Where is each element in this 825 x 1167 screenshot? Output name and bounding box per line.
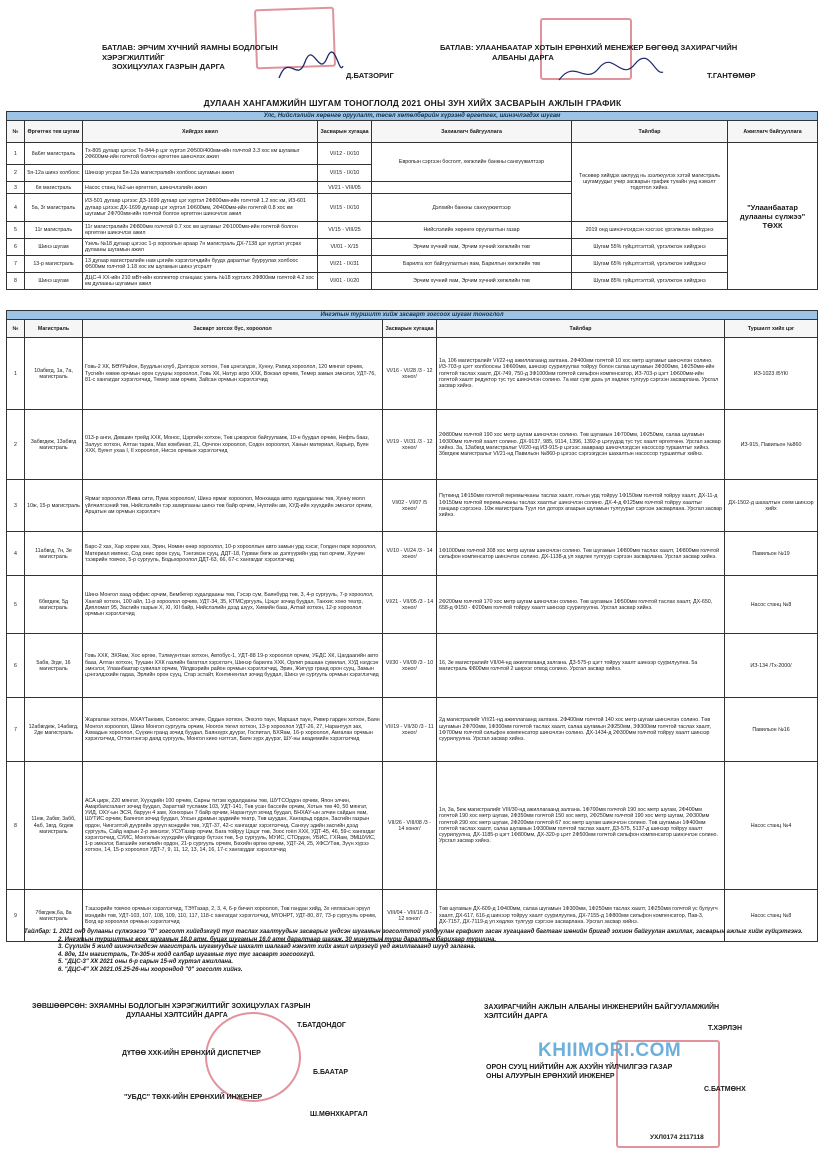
footer-name-3: Ш.МӨНХКАРГАЛ bbox=[310, 1111, 368, 1118]
row-period: VII/26 - VIII/08 /3 - 14 хоног/ bbox=[383, 762, 437, 890]
row-line: 11г магистраль bbox=[25, 222, 83, 239]
row-period: VI/10 - VI/24 /3 - 14 хоног/ bbox=[383, 532, 437, 576]
footer-agree-left-1: ЗӨВШӨӨРСӨН: ЭХЯАМНЫ БОДЛОГЫН ХЭРЭГЖИЛТИЙГ ЗОХИЦУУЛАХ ГАЗРЫН bbox=[32, 1003, 311, 1010]
table-row bbox=[7, 762, 818, 890]
approval-left bbox=[102, 43, 332, 72]
table-row bbox=[7, 273, 818, 290]
approval-right-name: Т.ГАНТӨМӨР bbox=[707, 71, 756, 80]
footer-right-1: ЗАХИРАГЧИЙН АЖЛЫН АЛБАНЫ ИНЖЕНЕРИЙН БАЙГУУЛАМЖИЙН bbox=[484, 1004, 720, 1011]
stamp-number: УХЛ0174 2117118 bbox=[650, 1134, 704, 1141]
row-no: 5 bbox=[7, 222, 25, 239]
section2-header: Засварын хугацаа bbox=[383, 320, 437, 338]
row-no: 1 bbox=[7, 143, 25, 165]
row-point: Насос станц №8 bbox=[725, 576, 818, 634]
row-work: ДЦС-4 ХХ-ийн 210 мВт-ийн коллектор станцаас узель №18 хүртэлх 2Ф800мм голчтой 4.2 хос км дулааны шугамын ажил bbox=[83, 273, 318, 290]
row-note: Төсөвөр хийгдэх ажлууд нь зээлжүүлэх хэтэй магистраль шугамуудыг учир засварын график тухайн үед нэмэлт тодотгол хийнэ. bbox=[572, 143, 728, 222]
section2-title-row bbox=[7, 311, 818, 320]
row-line: 7бвгдеж,6а, 8а магистраль bbox=[25, 890, 83, 942]
notes-label: Тайлбар: bbox=[24, 929, 52, 935]
note-item: 5. "ДЦС-3" ХК 2021 оны 6-р сарын 15-нд хүртэл ажиллана. bbox=[58, 959, 234, 965]
row-work: ИЗ-501 дугаар цэгээс ДЗ-1699 дугаар цэг хүртэл 2Ф800мм-ийн голчтой 1.2 хос км, ИЗ-601 дугаар цэгээс ДХ-1699 дугаар цэг хүртэл 1Ф600мм, 2Ф400мм-ийн голчтой 0.8 хос км шугамыг 2Ф700мм-ийн голчтой болгон өргөтгөн шинэчлэх ажил bbox=[83, 194, 318, 222]
row-line: 6бвгдеж, 5д магистраль bbox=[25, 576, 83, 634]
row-no: 2 bbox=[7, 410, 25, 480]
row-no: 4 bbox=[7, 194, 25, 222]
page-title: ДУЛААН ХАНГАМЖИЙН ШУГАМ ТОНОГЛОЛД 2021 ОНЫ ЗУН ХИЙХ ЗАСВАРЫН АЖЛЫН ГРАФИК bbox=[203, 98, 622, 108]
table-row bbox=[7, 143, 818, 165]
row-line: 5а, 3г магистраль bbox=[25, 194, 83, 222]
footer-name-1: Т.БАТДОНДОГ bbox=[297, 1022, 346, 1029]
row-no: 3 bbox=[7, 480, 25, 532]
row-point: Насос станц №8 bbox=[725, 890, 818, 942]
row-line: Шинэ шугам bbox=[25, 239, 83, 256]
row-area: Тэшээрийн товчоо орчмын хэрэглэгчид, ТЭҮГазар, 2, 3, 4, 6-р бичил хороолол, Төв гандан хийд, 3х нялхасын эрүүл мэндийн төв, УДТ-103, 107, 108, 109, 110, 117, 118-с хангагдаг хэрэглэгчид, МҮОНРТ, УДТ-80, 87, 73-р сургууль орчим, Богд ар хороолол орчмын хэрэглэгчид bbox=[83, 890, 383, 942]
note-item: 2. Ингэтын туршилтыг всех шугамын 18.0 атм, буцах шугамын 16.0 атм даралтаар шахаж, 30 минутын турш даралтыг барихаар туршина. bbox=[58, 936, 497, 943]
row-point: ИЗ-134 /Тх-2000/ bbox=[725, 634, 818, 698]
approval-right-line2: АЛБАНЫ ДАРГА bbox=[492, 52, 554, 62]
section2-header: Тайлбар bbox=[437, 320, 725, 338]
section1-header: Захиалагч байгууллага bbox=[372, 121, 572, 143]
note-item: 3. Сүүлийн 5 жилд шинэчлэгдсэн магистраль шугамуудыг шахалт шалгаад нэмэлт хийх ажил илрээгүй үед ажиллагаанд шууд залгана. bbox=[58, 944, 476, 950]
row-point: Павильон №16 bbox=[725, 698, 818, 762]
section2-header-row bbox=[7, 320, 818, 338]
row-period: VI/15 - VIII/25 bbox=[318, 222, 372, 239]
approval-right-line1: БАТЛАВ: УЛААНБААТАР ХОТЫН ЕРӨНХИЙ МЕНЕЖЕР БӨГӨӨД ЗАХИРАГЧИЙН bbox=[440, 43, 738, 52]
row-line: 8а6яг магистраль bbox=[25, 143, 83, 165]
note-line bbox=[24, 929, 804, 937]
row-orderer: Дэлхийн банкны санхүүжилтээр bbox=[372, 194, 572, 222]
row-period: VI/30 - VII/09 /3 - 10 хоног/ bbox=[383, 634, 437, 698]
row-period: VIII/04 - VIII/16 /3 - 12 хоног/ bbox=[383, 890, 437, 942]
row-point: Насос станц №4 bbox=[725, 762, 818, 890]
section2-header: Магистраль bbox=[25, 320, 83, 338]
section1-header-row bbox=[7, 121, 818, 143]
section2-header: № bbox=[7, 320, 25, 338]
row-area: Жаргалан хотхон, МХАҮТанхим, Солонгос элчин, Оддын хотхон, Энхэто таун, Маршал таун, Ривер гарден хотхон, Баян Монгол хороолол, Шинэ Монгол сургууль орчим, Ноогон төгөл хотхон, 13-р хороолол УДТ-26, 27, Нарантуул зах, Ахмадын хороолол, Сүүкин гранд зочид буудал, Баянзүрх дүүрэг, Госпитал, БХЯам, 16-р хороолол, Амгалан орчмын хэрэглэгчид, Оттонтэнгэр даяд сургууль, Монгол кино нэгтгэл, Баян зүрх дүүрэг, ШУ-ны академийн хэрэглэгчид bbox=[83, 698, 383, 762]
row-work: 13 дугаар магистралийн нам цэгийн хэрэглэгчдийн буудх даралтыг бууруулах холбоос Ф500мм голчтой 1.18 хос км шугамын шинэ угсралт bbox=[83, 256, 318, 273]
approval-left-line1: БАТЛАВ: ЭРЧИМ ХҮЧНИЙ ЯАМНЫ БОДЛОГЫН ХЭРЭГЖИЛТИЙГ bbox=[102, 43, 278, 62]
footer-dispatcher: ДҮТӨӨ ХХК-ИЙН ЕРӨНХИЙ ДИСПЕТЧЕР bbox=[122, 1050, 261, 1057]
row-point: ИЗ-1023 /БҮК/ bbox=[725, 338, 818, 410]
row-period: VI/21 - VII/05 /3 - 14 хоног/ bbox=[383, 576, 437, 634]
row-period: VII/19 - VII/30 /3 - 11 хоног/ bbox=[383, 698, 437, 762]
row-note: Шугам 85% гүйцэтгэлтэй, үргэлжлэн хийгдэнэ bbox=[572, 273, 728, 290]
footer-engineer: "УБДС" ТӨХК-ИЙН ЕРӨНХИЙ ИНЖЕНЕР bbox=[124, 1094, 263, 1101]
row-work: Үзель №18 дугаар цэгээс 1-р хороолын араар 7н магистраль ДХ-7138 цэг хүртэл угсрах дулааны шугамын ажил bbox=[83, 239, 318, 256]
row-no: 3 bbox=[7, 182, 25, 194]
footer-name-4: Т.ХЭРЛЭН bbox=[708, 1025, 743, 1032]
table-row bbox=[7, 256, 818, 273]
footer-right-3: ОРОН СУУЦ НИЙТИЙН АЖ АХУЙН ҮЙЛЧИЛГЭЭ ГАЗАР bbox=[486, 1064, 673, 1071]
table-row bbox=[7, 532, 818, 576]
footer-name-5: С.БАТМӨНХ bbox=[704, 1086, 746, 1093]
row-no: 7 bbox=[7, 256, 25, 273]
table-row bbox=[7, 480, 818, 532]
table-row bbox=[7, 222, 818, 239]
row-area: АСА цирк, 220 мянгат, Хүүхдийн 100 орчим, Сарны титэм худалдааны төв, ШУТСОрдон орчим, Япон элчин, Амарбаясгалант зочид буудал, Зараттай тусламж 103, УДТ-141, Төв усан бассейн орчим, Хотын тев 40, 50 мянгат, УИД, ОХУ-ын ЭСЯ, баруун 4 зам, Хонхорын 7 байр орчим, Нарантуул зочид буудал, БНХАУ-ын элчин сайдын яам, ШУТИС орчим, Баянгол зочид буудал, Улсын драмын эрдмийн театр, Төв шуудан, Хангарьд ордон, Засгийн газрын ордон, Чингэлтэй дүүргийн эрүүл мэндийн төв, УДТ-37, 42-с хангагдаг хэрэглэгчид, Санхүү эдийн засгийн дээд сургууль, Сайд нарын 2-р эмнэлэг, УСУГазар орчим, Бага тойруу Цэцэг төв, Зоос гоёл ХХК, УДТ-45, 46, 59-с хангагдаг хэрэглэгчид, СУИС, Монголын хүүхдийн үйлдвэр бүтээх төв, 5-р сургууль, МУИС, СТОрдон, УБИС, ГХЯам, ЭМШУИС, 1-р эмнэлэг, Багшийн хөгжлийн ордон, 21-р сургууль орчим, Бөхийн өргөө орчим, УДТ-24, 25, ХФСУТөв, Зүүн хүрээ хотхон, 14, 15-р хороолол УДТ-7, 9, 11, 12, 13, 14, 16, 17-с хангагддаг хэрэглэгчид bbox=[83, 762, 383, 890]
table-row bbox=[7, 698, 818, 762]
row-note: Шугам 55% гүйцэтгэлтэй, үргэлжлэн хийгдэнэ bbox=[572, 239, 728, 256]
row-period: VI/15 - IX/10 bbox=[318, 165, 372, 182]
footer-right-2: ХЭЛТСИЙН ДАРГА bbox=[484, 1013, 548, 1020]
row-period: VI/15 - IX/10 bbox=[318, 194, 372, 222]
row-no: 5 bbox=[7, 576, 25, 634]
row-orderer: Эрчим хүчний яам, Эрчим хүчний хөгжлийн төв bbox=[372, 273, 572, 290]
row-period: VI/01 - X/15 bbox=[318, 239, 372, 256]
notes-block bbox=[24, 929, 804, 974]
approval-right bbox=[440, 43, 760, 62]
note-item: 6. "ДЦС-4" ХК 2021.05.25-26-ны хоорондод "0" зогсолт хийнэ. bbox=[58, 966, 243, 973]
row-no: 8 bbox=[7, 273, 25, 290]
row-line: 10абвгд, 1а, 7а, магистраль bbox=[25, 338, 83, 410]
row-orderer: Европын сэргээн босголт, хөгжлийн банкны санхүүжилтээр bbox=[372, 143, 572, 182]
row-no: 2 bbox=[7, 165, 25, 182]
row-period: VI/01 - IX/20 bbox=[318, 273, 372, 290]
row-no: 6 bbox=[7, 239, 25, 256]
row-note: 1Ф1000мм голчтой 308 хос метр шугам шинэчлэн солино. Төв шугамын 1Ф800мм таслах хаалт, 1Ф800мм голчтой сильфон компенсатор шинэчлэн солино. ДХ-1138-д ул хөдлөх тулгуур сэргээн засварлана. Урсгал засвар хийнэ. bbox=[437, 532, 725, 576]
row-orderer: Эрчим хүчний яам, Эрчим хүчний хөгжлийн төв bbox=[372, 239, 572, 256]
row-period: VI/02 - VI/07 /5 хоног/ bbox=[383, 480, 437, 532]
row-note: 1я, 3а, 5еж магистралийг VIII/30-нд ажиллагаанд залгана. 1Ф700мм голчтой 190 хос метр шугам, 2Ф400мм голчтой 190 хос метр шугам, 2Ф350мм голчтой 150 хос метр, 2Ф250мм голчтой 190 хос метр шугам, 2Ф300мм голчтой 290 хос метр шугам, 2Ф200мм голчтой 67 хос метр шугам шинэчлэн солино. Төв шугамын 1Ф400мм голчтой таслах хаалт, салаа шугамын 1Ф300мм голчтой таслах хаалт, ДЗ-575, 5137-д шинээр тойруу хаалт суурилуулна, ДХ-1185-р цэгт 1Ф800мм, ДХ-320-р цэгт 2Ф500мм голчтой сильфон компенсатор шинэчлэн солино. Урсгал засвар хийнэ. bbox=[437, 762, 725, 890]
row-no: 8 bbox=[7, 762, 25, 890]
section2-header: Засварт зогсох бүс, хороолол bbox=[83, 320, 383, 338]
row-point: ИЗ-915, Павильон №860 bbox=[725, 410, 818, 480]
row-no: 1 bbox=[7, 338, 25, 410]
row-work: Шинээр угсрах 5я-12а магистралийн холбоос шугамын ажил bbox=[83, 165, 318, 182]
footer-agree-left-2: ДУЛААНЫ ХЭЛТСИЙН ДАРГА bbox=[126, 1011, 228, 1019]
row-line: 11абвгд, 7н, 3е магистраль bbox=[25, 532, 83, 576]
row-no: 9 bbox=[7, 890, 25, 942]
row-area: 013-р анги, Дөвшин трейд ХХК, Монос, Цэргийн хотхон, Төв цэвэрлэх байгууламж, 10-н буудал орчим, Нефть бааз, Залуус хотхон, Алтан тариа, Мах комбинат, 21, Орчлон хороолол, Содон хороолол, Ханын материал, Карьер, Буян ХХК, Буянт ухаа I, II хороолол, Нисэх орчмын хэрэглэгчид bbox=[83, 410, 383, 480]
row-line: 10ж, 15-р магистраль bbox=[25, 480, 83, 532]
row-period: VI/21 - VIII/05 bbox=[318, 182, 372, 194]
row-line: 6я магистраль bbox=[25, 182, 83, 194]
executor: "Улаанбаатар дулааны сүлжээ" ТӨХК bbox=[728, 143, 818, 290]
footer-right-4: ОНЫ АЛУУРЫН ЕРӨНХИЙ ИНЖЕНЕР bbox=[486, 1073, 615, 1080]
section1-header: № bbox=[7, 121, 25, 143]
footer-name-2: Б.БААТАР bbox=[313, 1069, 349, 1076]
section1-header: Өргөтгөх тев шугам bbox=[25, 121, 83, 143]
row-work: Насос станц №2-ын өргөтгөл, шинэчлэлийн ажил bbox=[83, 182, 318, 194]
row-orderer-empty bbox=[372, 182, 572, 194]
row-period: VI/16 - VI/28 /3 - 12 хоног/ bbox=[383, 338, 437, 410]
row-line: 3абвгдеж, 13абвгд магистраль bbox=[25, 410, 83, 480]
row-no: 6 bbox=[7, 634, 25, 698]
footer-agree-left bbox=[32, 1003, 432, 1020]
row-line: 11еж, 2абвг, 3абб, 4аб, 1вгд, 6гдеж магистраль bbox=[25, 762, 83, 890]
section1-table bbox=[6, 111, 818, 290]
row-work: 11г магистралийн 2Ф800мм голчтой 0.7 хос км шугамыг 2Ф1000мм-ийн голчтой болгон өргөтгөн шинэчлэх ажил bbox=[83, 222, 318, 239]
row-line: 5абв, 3где, 16 магистраль bbox=[25, 634, 83, 698]
section2-header: Туршилт хийх цэг bbox=[725, 320, 818, 338]
row-area: Ярмаг хороолол /Вива сити, Пума хороолол/, Шинэ ярмаг хороолол, Монхаада авто худалдааны төв, Хунну молл үйлчилгээний төв, Нийслэлийн тэр захиргааны шинэ төв байр орчим, Нүхтийн ам, ХУД-ийн хүүхдийн эмнэлэг орчим, Арцатын ам орчмын хэрэглэгч bbox=[83, 480, 383, 532]
row-area: Шинэ Монгол хаад оффис орчим, Бембегер худалдааны төв, Гэсэр сум, Баянбүрд төв, 3, 4-р сургууль, 7-р хороолол, Хангай хотхон, 100 айл, 11-р хороолол орчим, УДТ-34, 35, КТМСургууль, Цэцэг зочид буудал, Танхис хоно театр, Дипломат 95, Засгийн газрын X, XI, XII байр, Нийслэлийн дээд шүүх, Химийн бааз, Алтай хотхон, 12-р хороолол орчмын хэрэглэгчид bbox=[83, 576, 383, 634]
row-no: 7 bbox=[7, 698, 25, 762]
row-line: 12абвгдеж, 14абвгд, 2де магистраль bbox=[25, 698, 83, 762]
row-orderer: Нийслэлийн хөрөнгө оруулалтын газар bbox=[372, 222, 572, 239]
row-period: VI/21 - IX/31 bbox=[318, 256, 372, 273]
table-row bbox=[7, 634, 818, 698]
row-note: 2Ф800мм голчтой 190 хос метр шугам шинэчлэн солино. Төв шугамын 1Ф700мм, 1Ф250мм, салаа шугамын 1Ф300мм голчтой хаалт солино. ДХ-9137, 985, 9114, 1396, 1392-р цэгүүдэд тус тус хаалт өргөтгөнө. Урсгал засвар хийнэ. 3а, 13абвгд магистралыг VI/20-нд ИЗ-915-р цэгээс заавраар шинэчлэгдсэн насоссор туршилтыг хийнэ. 3бвгдеж магистралыг VI/21-нд Павильон №860-р цэгээс сэргээгдсэн шахалтын насоссор туршилтыг хийнэ. bbox=[437, 410, 725, 480]
row-area: Барс-2 хах, Хар хорин хах, Эрин, Номин өнөр хороолол, 10-р хорооллын авто замын урд хэсэг, Голден парк хороолол, Материал импекс, Сод онис орон сууц, Тэнгэмэн сууц, ДДТ-18, Гурван бөгж ах дэлгүүрийн урд тал орчим, Хуучин тээврийн товчоо, 5-р сургууль, Бодьхороолол ДДТ-63, 66, 67-с хангагдаг хэрэглэгчид bbox=[83, 532, 383, 576]
table-row bbox=[7, 239, 818, 256]
section1-header: Тайлбар bbox=[572, 121, 728, 143]
approval-left-line2: ЗОХИЦУУЛАХ ГАЗРЫН ДАРГА bbox=[112, 62, 225, 71]
section2-title: Ингэтын туршилт хийж засварт зогсоох шугам тоноглол bbox=[7, 311, 818, 320]
section1-title-row bbox=[7, 112, 818, 121]
row-note: 2Ф200мм голчтой 170 хос метр шугам шинэчлэн солино. Төв шугамын 1Ф500мм голчтой таслах хаалт, ДХ-650, 658-д Ф150 - Ф200мм голчтой тойруу хаалт шинээр суурилуулна. Урсгал засвар хийнэ. bbox=[437, 576, 725, 634]
section1-title: Улс, Нийслэлийн хөрөнгө оруулалт, төсөл хөтөлбөрийн хүрээнд өргөтгөх, шинэчлэгдэх шугам bbox=[7, 112, 818, 121]
row-point: Павильон №19 bbox=[725, 532, 818, 576]
row-line: 5я-12а шинэ холбоос bbox=[25, 165, 83, 182]
row-area: Говь ХХК, ЭХЯам, Хос өргөө, Тэлмүүнтхан хотхон, Автобус-1, УДТ-88 19-р хороолол орчим, УЕДС ХК, Цагдаагийн авто бааз, Алтан хотхон, Туушин ХХК газлийн багатгал хэрэглэгч, Шинэр барилга ХХК, Орлип рашаан сувилал, ХУД нэгдсэн эмнэлэг, Улаанбаатар сувилал орчим, Үйлдвэрийн район орчмын хэрэглэгчид, Эрин, Жигүүр гранд орон сууц, Замын цэнгэлдэхийн гадаа, Эрлийн орон сууц, Стар эстайт, Континентал зочид буудал, Шинэ үе сургууль орчмын хэрэглэгчид bbox=[83, 634, 383, 698]
row-note: 1а, 106 магистралийг VI/22-нд ажиллагаанд залгана. 2Ф400мм голчтой 10 хос метр шугамыг шинэчлэн солино. ИЗ-703-р цэгт холбоосны 1Ф600мм, шинээр суурилуулах тойруу болон салаа шугамын 3Ф300мм, 1Ф250мм-ийн голчтой таслах хаалт, ДХ-749, 750-д 3Ф1000мм голчтой сильфон компенсатор, ИЗ-703-р цэгт 1Ф600мм-ийн голчтой хаалт редуктор тус тус шинэчлэн солино. 7а маг сувг дахь ул хөдлөх тулгуур сэргээн засварлана. Урсгал засвар хийнэ. bbox=[437, 338, 725, 410]
row-orderer: Барилга хот байгуулалтын яам, Барилгын хөгжлийн төв bbox=[372, 256, 572, 273]
row-no: 4 bbox=[7, 532, 25, 576]
note-item: 1. 2021 онд дулааны сүлжээгээ "0" зогсолт хийгдэхгүй тул таслах хаалтуудын засварыг үндсэн шугамын зогсолттой уялдуулан графикт засан хугацаанд багтаан шөнийн бригад зохион байгуулан ажиллах, засварын ажлыг хийж гүйцэтгэнэ. bbox=[52, 929, 803, 935]
approval-left-name: Д.БАТЗОРИГ bbox=[346, 71, 394, 80]
row-work: Тх-805 дугаар цэгээс Тх-844-р цэг хүртэл 2Ф500/400мм-ийн голчтой 3.3 хос км шугамыг 2Ф600мм-ийн голчтой болгон өргөтгөн шинэчлэх ажил bbox=[83, 143, 318, 165]
row-line: Шинэ шугам bbox=[25, 273, 83, 290]
row-period: VI/12 - IX/10 bbox=[318, 143, 372, 165]
row-note: Төв шугамын ДХ-609-д 1Ф400мм, салаа шугамын 1Ф300мм, 1Ф250мм таслах хаалт, 1Ф250мм голчтой үс булуугч хаалт, ДХ-617, 616-д шинээр тойруу хаалт суурилуулна, ДХ-7155-д 1Ф800мм сильфон компенсатор, Пав-3, ДХ-7157, ДХ-7119-д ул хөдлөх тулгуур сэргээн засварлана. Урсгал засвар хийнэ. bbox=[437, 890, 725, 942]
row-note: 16, 3е магистралийг VII/04-нд ажиллагаанд залгана. ДЗ-575-р цэгт тойруу хаалт шинээр суурилуулна. 5а магистраль Ф800мм голчтой 2 ширхэг отвод солино. Урсгал засвар хийнэ. bbox=[437, 634, 725, 698]
table-row bbox=[7, 576, 818, 634]
table-row bbox=[7, 338, 818, 410]
section1-header: Ажиглагч байгууллага bbox=[728, 121, 818, 143]
row-line: 13-р магистраль bbox=[25, 256, 83, 273]
section1-header: Хийгдэх ажил bbox=[83, 121, 318, 143]
section2-table bbox=[6, 310, 818, 942]
row-period: VI/19 - VI/31 /3 - 12 хоног/ bbox=[383, 410, 437, 480]
row-note: Шугам 65% гүйцэтгэлтэй, үргэлжлэн хийгдэнэ bbox=[572, 256, 728, 273]
row-note: 2д магистралийг VII/21-нд ажиллагаанд залгана. 2Ф400мм голчтой 140 хос метр шугам шинэчлэн солино. Төв шугамын 2Ф700мм, 1Ф300мм голчтой таслах хаалт, салаа шугамын 2Ф250мм, 3Ф300мм голчтой таслах хаалт, 1Ф700мм голчтой сильфон компенсатор шинэчлэн солино. ДХ-1434-д 2Ф300мм голчтой тойруу хаалт шинээр суурилуулна. Урсгал засвар хийнэ. bbox=[437, 698, 725, 762]
table-row bbox=[7, 410, 818, 480]
row-note: 2019 онд шинэчлэгдсэн хэсгээс үргэлжлэн хийгдэнэ bbox=[572, 222, 728, 239]
row-area: Говь-2 ХК, БӨҮРайон, Буудлын клуб, Дэлгэрэх хотхон, Төв цэнгэлдэх, Хунну, Рапид хороолол, 120 мянгат орчим, Тусгийн хөвөө орчмын орон сууцны хороолол, Говь ХК, Натур агро ХХК, Вокзал орчим, Темер замын эмнэлэг, УДТ-76, 81-с хангагдаг хэрэглэгчид, Темер зам орчим, Зайсан орчмын хэрэглэгчид bbox=[83, 338, 383, 410]
row-point: ДХ-1502-д шахалтын схем шинээр хийх bbox=[725, 480, 818, 532]
row-note: Пүткинд 1Ф150мм голчтой перемычканы таслах хаалт, голын урд тойруу 1Ф150мм голчтой тойруу хаалт, ДХ-11-д 1Ф150мм голчтой перемычканы таслах хаалтыг шинэчлэн солино. ДХ-4-д Ф125мм голчтой тойруу хаалтыг ганцаар сэргээнэ. 10ж магистраль Туул гол доторх агаарын шугамын тулгуурыг сэргээн засварлана. Урсгал засвар хийнэ. bbox=[437, 480, 725, 532]
note-item: 4. 8де, 11ч магистраль, Тх-305-н хойд салбар шугамыг тус тус засварт зогсоохгүй. bbox=[58, 951, 315, 958]
watermark: KHIIMORI.COM bbox=[538, 1040, 682, 1061]
section1-header: Засварын хугацаа bbox=[318, 121, 372, 143]
